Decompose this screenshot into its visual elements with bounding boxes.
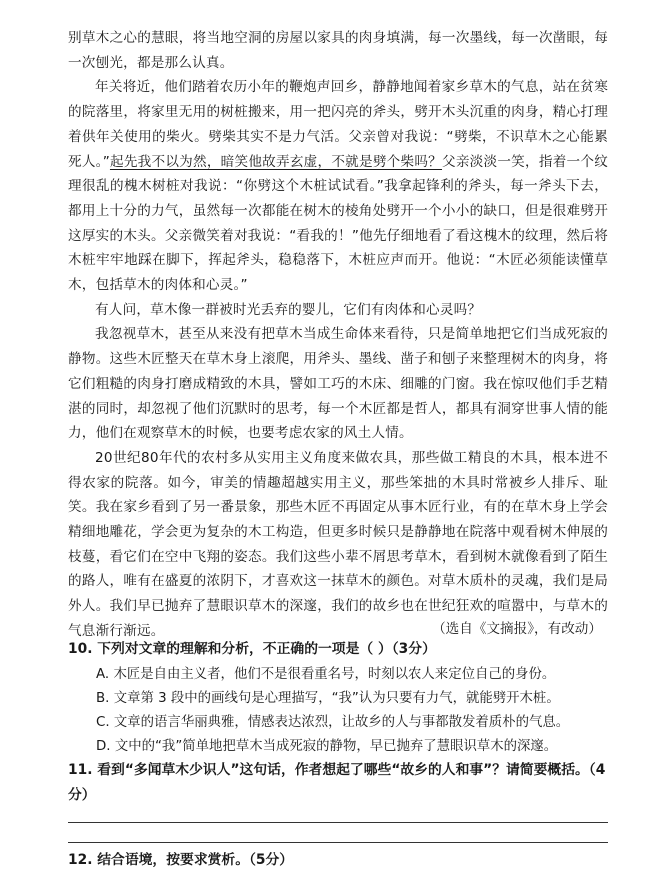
paragraph-question: 有人问，草木像一群被时光丢弃的婴儿，它们有肉体和心灵吗？ — [95, 301, 482, 318]
answer-line[interactable] — [68, 842, 608, 843]
question-10-option-b: B. 文章第 3 段中的画线句是心理描写，“我”认为只要有力气，就能劈开木桩。 — [96, 691, 560, 706]
reading-passage — [68, 26, 608, 644]
paragraph-text: 父亲淡淡一笑，指着一个纹理很乱的槐木树桩对我说：“你劈这个木桩试试看。”我拿起锋利的斧头，每一斧头下去，都用上十分的力气，虽然每一次都能在树木的棱角处劈开一个小小的缺口，但是很难劈开这厚实的木头。父亲微笑着对我说：“看我的！”他先仔细地看了看这槐木的纹理，然后将木桩牢牢地踩在脚下，挥起斧头，稳稳落下，木桩应声而开。他说：“木匠必须能读懂草木，包括草木的肉体和心灵。” — [68, 153, 608, 294]
question-10-stem: 10. 下列对文章的理解和分析，不正确的一项是（ ）（3分） — [68, 641, 436, 657]
paragraph-continued: 别草木之心的慧眼，将当地空洞的房屋以家具的肉身填满，每一次墨线，每一次凿眼，每一次刨光，都是那么认真。 — [68, 30, 608, 71]
question-10-option-a: A. 木匠是自由主义者，他们不是很看重名号，时刻以农人来定位自己的身份。 — [96, 667, 556, 682]
paragraph-text: 年关将近，他们踏着农历小年的鞭炮声回乡，静静地闻着家乡草木的气息，站在贫寒的院落里，将家里无用的树桩搬来，用一把闪亮的斧头，劈开木头沉重的肉身，精心打理着供年关使用的柴火。劈柴其实不是力气活。父亲曾对我说：“劈柴，不识草木之心能累死人。” — [68, 79, 608, 170]
underlined-sentence: 起先我不以为然，暗笑他故弄玄虚，不就是劈个柴吗？ — [109, 153, 443, 170]
paragraph-chopping-wood — [68, 75, 608, 297]
question-10-option-c: C. 文章的语言华丽典雅，情感表达浓烈，让故乡的人与事都散发着质朴的气息。 — [96, 715, 570, 730]
question-12-stem: 12. 结合语境，按要求赏析。（5分） — [68, 852, 294, 868]
paragraph-carpenters: 我忽视草木，甚至从来没有把草木当成生命体来看待，只是简单地把它们当成死寂的静物。这些木匠整天在草木身上滚爬，用斧头、墨线、凿子和刨子来整理树木的肉身，将它们粗糙的肉身打磨成精致的木具，譬如工巧的木床、细雕的门窗。我在惊叹他们手艺精湛的同时，却忽视了他们沉默时的思考，每一个木匠都是哲人，都具有洞穿世事人情的能力，他们在观察草木的时候，也要考虑农家的风土人情。 — [68, 326, 608, 442]
question-10-option-d: D. 文中的“我”简单地把草木当成死寂的静物，早已抛弃了慧眼识草木的深邃。 — [96, 739, 558, 754]
question-11-stem: 11. 看到“多闻草木少识人”这句话，作者想起了哪些“故乡的人和事”？请简要概括。（4分） — [68, 762, 606, 803]
source-note: （选自《文摘报》，有改动） — [432, 621, 602, 637]
answer-line[interactable] — [68, 822, 608, 823]
paragraph-1980s: 20世纪80年代的农村多从实用主义角度来做农具，那些做工精良的木具，根本进不得农家的院落。如今，审美的情趣超越实用主义，那些笨拙的木具时常被乡人排斥、耻笑。我在家乡看到了另一番景象，那些木匠不再固定从事木匠行业，有的在草木身上学会精细地雕花，学会更为复杂的木工构造，但更多时候只是静静地在院落中观看树木伸展的枝蔓，看它们在空中飞翔的姿态。我们这些小辈不屑思考草木，看到树木就像看到了陌生的路人，唯有在盛夏的浓阴下，才喜欢这一抹草木的颜色。对草木质朴的灵魂，我们是局外人。我们早已抛弃了慧眼识草木的深邃，我们的故乡也在世纪狂欢的喧嚣中，与草木的气息渐行渐远。 — [68, 449, 608, 639]
